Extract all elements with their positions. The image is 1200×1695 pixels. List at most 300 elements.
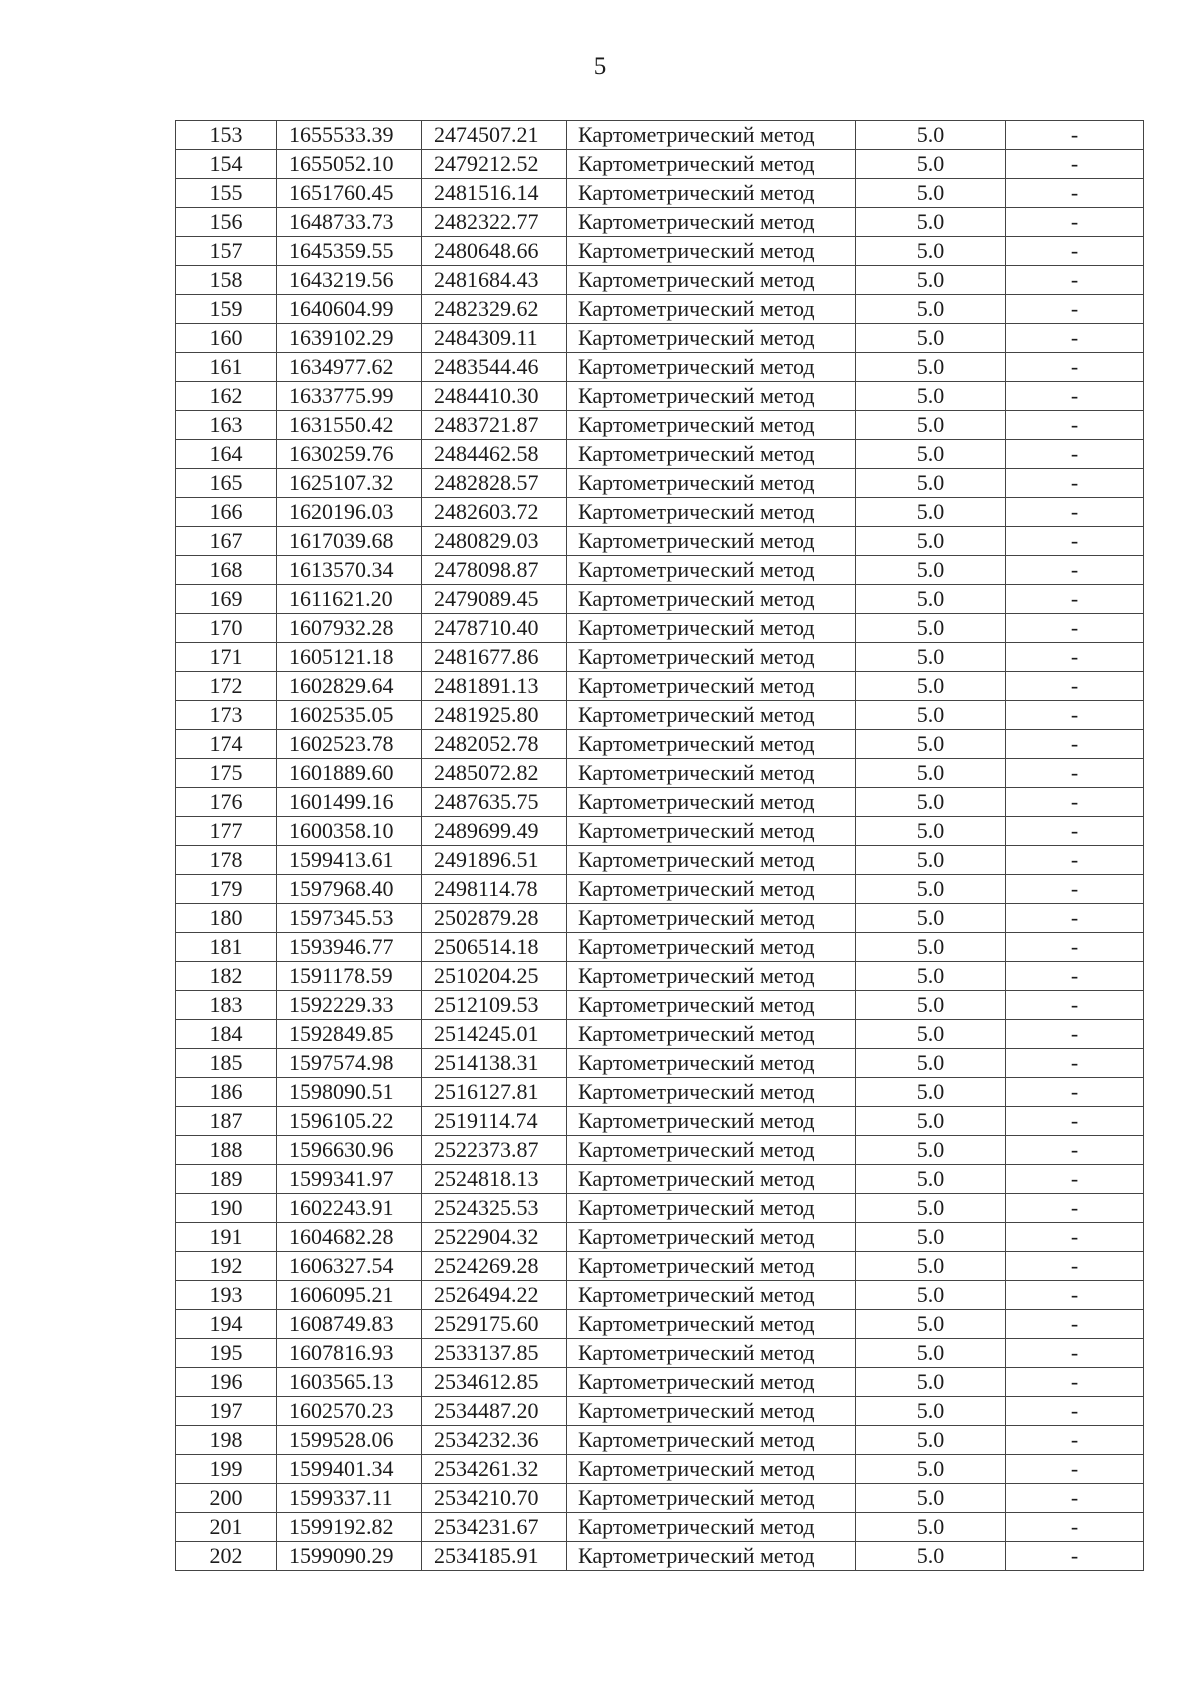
note-cell: - <box>1006 1078 1144 1107</box>
accuracy-cell: 5.0 <box>856 208 1006 237</box>
accuracy-cell: 5.0 <box>856 1484 1006 1513</box>
note-cell: - <box>1006 353 1144 382</box>
table-row <box>176 1484 1144 1513</box>
accuracy-cell: 5.0 <box>856 672 1006 701</box>
note-cell: - <box>1006 1455 1144 1484</box>
x-coordinate-cell: 1597968.40 <box>277 875 422 904</box>
method-cell: Картометрический метод <box>567 730 856 759</box>
note-cell: - <box>1006 1049 1144 1078</box>
point-number-cell: 190 <box>176 1194 277 1223</box>
note-cell: - <box>1006 1513 1144 1542</box>
note-cell: - <box>1006 1194 1144 1223</box>
note-cell: - <box>1006 614 1144 643</box>
accuracy-cell: 5.0 <box>856 1339 1006 1368</box>
y-coordinate-cell: 2534612.85 <box>422 1368 567 1397</box>
table-row <box>176 150 1144 179</box>
table-row <box>176 179 1144 208</box>
y-coordinate-cell: 2522904.32 <box>422 1223 567 1252</box>
table-row <box>176 266 1144 295</box>
method-cell: Картометрический метод <box>567 498 856 527</box>
note-cell: - <box>1006 672 1144 701</box>
note-cell: - <box>1006 875 1144 904</box>
point-number-cell: 191 <box>176 1223 277 1252</box>
x-coordinate-cell: 1602243.91 <box>277 1194 422 1223</box>
note-cell: - <box>1006 556 1144 585</box>
method-cell: Картометрический метод <box>567 672 856 701</box>
point-number-cell: 158 <box>176 266 277 295</box>
table-row <box>176 1223 1144 1252</box>
y-coordinate-cell: 2481925.80 <box>422 701 567 730</box>
table-row <box>176 295 1144 324</box>
note-cell: - <box>1006 643 1144 672</box>
x-coordinate-cell: 1599401.34 <box>277 1455 422 1484</box>
note-cell: - <box>1006 324 1144 353</box>
method-cell: Картометрический метод <box>567 1310 856 1339</box>
method-cell: Картометрический метод <box>567 1165 856 1194</box>
note-cell: - <box>1006 846 1144 875</box>
point-number-cell: 169 <box>176 585 277 614</box>
y-coordinate-cell: 2524818.13 <box>422 1165 567 1194</box>
y-coordinate-cell: 2474507.21 <box>422 121 567 150</box>
x-coordinate-cell: 1611621.20 <box>277 585 422 614</box>
accuracy-cell: 5.0 <box>856 1542 1006 1571</box>
accuracy-cell: 5.0 <box>856 324 1006 353</box>
note-cell: - <box>1006 295 1144 324</box>
method-cell: Картометрический метод <box>567 991 856 1020</box>
y-coordinate-cell: 2483721.87 <box>422 411 567 440</box>
point-number-cell: 166 <box>176 498 277 527</box>
note-cell: - <box>1006 1426 1144 1455</box>
table-row <box>176 643 1144 672</box>
table-row <box>176 382 1144 411</box>
y-coordinate-cell: 2478710.40 <box>422 614 567 643</box>
x-coordinate-cell: 1601889.60 <box>277 759 422 788</box>
point-number-cell: 165 <box>176 469 277 498</box>
note-cell: - <box>1006 1281 1144 1310</box>
x-coordinate-cell: 1598090.51 <box>277 1078 422 1107</box>
method-cell: Картометрический метод <box>567 527 856 556</box>
note-cell: - <box>1006 730 1144 759</box>
table-row <box>176 585 1144 614</box>
x-coordinate-cell: 1607932.28 <box>277 614 422 643</box>
method-cell: Картометрический метод <box>567 179 856 208</box>
x-coordinate-cell: 1655052.10 <box>277 150 422 179</box>
method-cell: Картометрический метод <box>567 817 856 846</box>
accuracy-cell: 5.0 <box>856 730 1006 759</box>
accuracy-cell: 5.0 <box>856 904 1006 933</box>
x-coordinate-cell: 1599341.97 <box>277 1165 422 1194</box>
method-cell: Картометрический метод <box>567 1484 856 1513</box>
point-number-cell: 201 <box>176 1513 277 1542</box>
accuracy-cell: 5.0 <box>856 1252 1006 1281</box>
accuracy-cell: 5.0 <box>856 237 1006 266</box>
y-coordinate-cell: 2524325.53 <box>422 1194 567 1223</box>
point-number-cell: 186 <box>176 1078 277 1107</box>
accuracy-cell: 5.0 <box>856 701 1006 730</box>
method-cell: Картометрический метод <box>567 1339 856 1368</box>
method-cell: Картометрический метод <box>567 1426 856 1455</box>
accuracy-cell: 5.0 <box>856 991 1006 1020</box>
x-coordinate-cell: 1608749.83 <box>277 1310 422 1339</box>
point-number-cell: 192 <box>176 1252 277 1281</box>
note-cell: - <box>1006 382 1144 411</box>
accuracy-cell: 5.0 <box>856 1194 1006 1223</box>
y-coordinate-cell: 2482603.72 <box>422 498 567 527</box>
table-row <box>176 527 1144 556</box>
note-cell: - <box>1006 179 1144 208</box>
table-row <box>176 1397 1144 1426</box>
method-cell: Картометрический метод <box>567 1542 856 1571</box>
accuracy-cell: 5.0 <box>856 1078 1006 1107</box>
point-number-cell: 187 <box>176 1107 277 1136</box>
method-cell: Картометрический метод <box>567 701 856 730</box>
x-coordinate-cell: 1600358.10 <box>277 817 422 846</box>
accuracy-cell: 5.0 <box>856 556 1006 585</box>
x-coordinate-cell: 1593946.77 <box>277 933 422 962</box>
method-cell: Картометрический метод <box>567 1455 856 1484</box>
x-coordinate-cell: 1613570.34 <box>277 556 422 585</box>
y-coordinate-cell: 2485072.82 <box>422 759 567 788</box>
accuracy-cell: 5.0 <box>856 411 1006 440</box>
x-coordinate-cell: 1605121.18 <box>277 643 422 672</box>
method-cell: Картометрический метод <box>567 121 856 150</box>
method-cell: Картометрический метод <box>567 1020 856 1049</box>
x-coordinate-cell: 1602829.64 <box>277 672 422 701</box>
note-cell: - <box>1006 1020 1144 1049</box>
note-cell: - <box>1006 266 1144 295</box>
accuracy-cell: 5.0 <box>856 498 1006 527</box>
y-coordinate-cell: 2534185.91 <box>422 1542 567 1571</box>
method-cell: Картометрический метод <box>567 759 856 788</box>
point-number-cell: 154 <box>176 150 277 179</box>
accuracy-cell: 5.0 <box>856 1310 1006 1339</box>
note-cell: - <box>1006 237 1144 266</box>
point-number-cell: 161 <box>176 353 277 382</box>
x-coordinate-cell: 1592229.33 <box>277 991 422 1020</box>
accuracy-cell: 5.0 <box>856 962 1006 991</box>
method-cell: Картометрический метод <box>567 411 856 440</box>
accuracy-cell: 5.0 <box>856 875 1006 904</box>
point-number-cell: 182 <box>176 962 277 991</box>
method-cell: Картометрический метод <box>567 237 856 266</box>
accuracy-cell: 5.0 <box>856 759 1006 788</box>
table-row <box>176 1513 1144 1542</box>
point-number-cell: 196 <box>176 1368 277 1397</box>
x-coordinate-cell: 1634977.62 <box>277 353 422 382</box>
point-number-cell: 156 <box>176 208 277 237</box>
accuracy-cell: 5.0 <box>856 1049 1006 1078</box>
point-number-cell: 176 <box>176 788 277 817</box>
table-row <box>176 1049 1144 1078</box>
accuracy-cell: 5.0 <box>856 817 1006 846</box>
y-coordinate-cell: 2534232.36 <box>422 1426 567 1455</box>
point-number-cell: 159 <box>176 295 277 324</box>
table-row <box>176 1455 1144 1484</box>
y-coordinate-cell: 2534231.67 <box>422 1513 567 1542</box>
y-coordinate-cell: 2482828.57 <box>422 469 567 498</box>
method-cell: Картометрический метод <box>567 585 856 614</box>
point-number-cell: 181 <box>176 933 277 962</box>
table-row <box>176 121 1144 150</box>
point-number-cell: 167 <box>176 527 277 556</box>
method-cell: Картометрический метод <box>567 208 856 237</box>
y-coordinate-cell: 2481677.86 <box>422 643 567 672</box>
x-coordinate-cell: 1655533.39 <box>277 121 422 150</box>
y-coordinate-cell: 2502879.28 <box>422 904 567 933</box>
y-coordinate-cell: 2522373.87 <box>422 1136 567 1165</box>
table-row <box>176 1107 1144 1136</box>
method-cell: Картометрический метод <box>567 382 856 411</box>
point-number-cell: 179 <box>176 875 277 904</box>
point-number-cell: 162 <box>176 382 277 411</box>
method-cell: Картометрический метод <box>567 295 856 324</box>
note-cell: - <box>1006 585 1144 614</box>
point-number-cell: 164 <box>176 440 277 469</box>
table-row <box>176 469 1144 498</box>
x-coordinate-cell: 1599413.61 <box>277 846 422 875</box>
x-coordinate-cell: 1648733.73 <box>277 208 422 237</box>
table-row <box>176 1136 1144 1165</box>
point-number-cell: 198 <box>176 1426 277 1455</box>
table-row <box>176 730 1144 759</box>
accuracy-cell: 5.0 <box>856 382 1006 411</box>
table-row <box>176 759 1144 788</box>
accuracy-cell: 5.0 <box>856 353 1006 382</box>
x-coordinate-cell: 1599337.11 <box>277 1484 422 1513</box>
y-coordinate-cell: 2484410.30 <box>422 382 567 411</box>
accuracy-cell: 5.0 <box>856 1020 1006 1049</box>
method-cell: Картометрический метод <box>567 353 856 382</box>
x-coordinate-cell: 1596630.96 <box>277 1136 422 1165</box>
method-cell: Картометрический метод <box>567 469 856 498</box>
point-number-cell: 189 <box>176 1165 277 1194</box>
accuracy-cell: 5.0 <box>856 1136 1006 1165</box>
y-coordinate-cell: 2524269.28 <box>422 1252 567 1281</box>
accuracy-cell: 5.0 <box>856 614 1006 643</box>
note-cell: - <box>1006 1397 1144 1426</box>
table-row <box>176 1310 1144 1339</box>
y-coordinate-cell: 2534261.32 <box>422 1455 567 1484</box>
table-row <box>176 1252 1144 1281</box>
x-coordinate-cell: 1631550.42 <box>277 411 422 440</box>
table-body <box>176 121 1144 1571</box>
point-number-cell: 157 <box>176 237 277 266</box>
note-cell: - <box>1006 1223 1144 1252</box>
accuracy-cell: 5.0 <box>856 266 1006 295</box>
accuracy-cell: 5.0 <box>856 1513 1006 1542</box>
method-cell: Картометрический метод <box>567 1252 856 1281</box>
x-coordinate-cell: 1651760.45 <box>277 179 422 208</box>
table-row <box>176 1281 1144 1310</box>
method-cell: Картометрический метод <box>567 1281 856 1310</box>
method-cell: Картометрический метод <box>567 1136 856 1165</box>
x-coordinate-cell: 1606095.21 <box>277 1281 422 1310</box>
point-number-cell: 194 <box>176 1310 277 1339</box>
y-coordinate-cell: 2534487.20 <box>422 1397 567 1426</box>
y-coordinate-cell: 2480829.03 <box>422 527 567 556</box>
note-cell: - <box>1006 1484 1144 1513</box>
method-cell: Картометрический метод <box>567 643 856 672</box>
method-cell: Картометрический метод <box>567 875 856 904</box>
table-row <box>176 846 1144 875</box>
y-coordinate-cell: 2533137.85 <box>422 1339 567 1368</box>
y-coordinate-cell: 2480648.66 <box>422 237 567 266</box>
table-row <box>176 1426 1144 1455</box>
point-number-cell: 185 <box>176 1049 277 1078</box>
point-number-cell: 168 <box>176 556 277 585</box>
note-cell: - <box>1006 1252 1144 1281</box>
y-coordinate-cell: 2529175.60 <box>422 1310 567 1339</box>
table-row <box>176 1368 1144 1397</box>
x-coordinate-cell: 1606327.54 <box>277 1252 422 1281</box>
page-number: 5 <box>593 53 607 80</box>
point-number-cell: 172 <box>176 672 277 701</box>
table-row <box>176 1165 1144 1194</box>
x-coordinate-cell: 1602570.23 <box>277 1397 422 1426</box>
note-cell: - <box>1006 1542 1144 1571</box>
x-coordinate-cell: 1617039.68 <box>277 527 422 556</box>
y-coordinate-cell: 2481516.14 <box>422 179 567 208</box>
y-coordinate-cell: 2479212.52 <box>422 150 567 179</box>
point-number-cell: 177 <box>176 817 277 846</box>
x-coordinate-cell: 1640604.99 <box>277 295 422 324</box>
point-number-cell: 153 <box>176 121 277 150</box>
y-coordinate-cell: 2482052.78 <box>422 730 567 759</box>
x-coordinate-cell: 1633775.99 <box>277 382 422 411</box>
accuracy-cell: 5.0 <box>856 643 1006 672</box>
accuracy-cell: 5.0 <box>856 527 1006 556</box>
note-cell: - <box>1006 817 1144 846</box>
x-coordinate-cell: 1602523.78 <box>277 730 422 759</box>
note-cell: - <box>1006 411 1144 440</box>
accuracy-cell: 5.0 <box>856 1281 1006 1310</box>
y-coordinate-cell: 2512109.53 <box>422 991 567 1020</box>
x-coordinate-cell: 1599192.82 <box>277 1513 422 1542</box>
y-coordinate-cell: 2482329.62 <box>422 295 567 324</box>
x-coordinate-cell: 1599528.06 <box>277 1426 422 1455</box>
y-coordinate-cell: 2516127.81 <box>422 1078 567 1107</box>
y-coordinate-cell: 2514138.31 <box>422 1049 567 1078</box>
note-cell: - <box>1006 440 1144 469</box>
note-cell: - <box>1006 1310 1144 1339</box>
y-coordinate-cell: 2479089.45 <box>422 585 567 614</box>
point-number-cell: 175 <box>176 759 277 788</box>
x-coordinate-cell: 1603565.13 <box>277 1368 422 1397</box>
note-cell: - <box>1006 1165 1144 1194</box>
accuracy-cell: 5.0 <box>856 469 1006 498</box>
table-row <box>176 411 1144 440</box>
y-coordinate-cell: 2526494.22 <box>422 1281 567 1310</box>
method-cell: Картометрический метод <box>567 556 856 585</box>
method-cell: Картометрический метод <box>567 1194 856 1223</box>
x-coordinate-cell: 1597345.53 <box>277 904 422 933</box>
point-number-cell: 188 <box>176 1136 277 1165</box>
point-number-cell: 199 <box>176 1455 277 1484</box>
note-cell: - <box>1006 527 1144 556</box>
table-row <box>176 614 1144 643</box>
table-row <box>176 440 1144 469</box>
x-coordinate-cell: 1602535.05 <box>277 701 422 730</box>
accuracy-cell: 5.0 <box>856 1426 1006 1455</box>
method-cell: Картометрический метод <box>567 324 856 353</box>
note-cell: - <box>1006 1107 1144 1136</box>
note-cell: - <box>1006 498 1144 527</box>
method-cell: Картометрический метод <box>567 614 856 643</box>
accuracy-cell: 5.0 <box>856 179 1006 208</box>
accuracy-cell: 5.0 <box>856 846 1006 875</box>
y-coordinate-cell: 2489699.49 <box>422 817 567 846</box>
y-coordinate-cell: 2506514.18 <box>422 933 567 962</box>
method-cell: Картометрический метод <box>567 1049 856 1078</box>
y-coordinate-cell: 2484462.58 <box>422 440 567 469</box>
method-cell: Картометрический метод <box>567 1223 856 1252</box>
method-cell: Картометрический метод <box>567 1078 856 1107</box>
accuracy-cell: 5.0 <box>856 1368 1006 1397</box>
method-cell: Картометрический метод <box>567 962 856 991</box>
table-row <box>176 962 1144 991</box>
x-coordinate-cell: 1645359.55 <box>277 237 422 266</box>
y-coordinate-cell: 2514245.01 <box>422 1020 567 1049</box>
method-cell: Картометрический метод <box>567 1368 856 1397</box>
note-cell: - <box>1006 150 1144 179</box>
x-coordinate-cell: 1639102.29 <box>277 324 422 353</box>
method-cell: Картометрический метод <box>567 150 856 179</box>
x-coordinate-cell: 1592849.85 <box>277 1020 422 1049</box>
point-number-cell: 163 <box>176 411 277 440</box>
table-row <box>176 991 1144 1020</box>
table-row <box>176 788 1144 817</box>
point-number-cell: 197 <box>176 1397 277 1426</box>
y-coordinate-cell: 2482322.77 <box>422 208 567 237</box>
x-coordinate-cell: 1597574.98 <box>277 1049 422 1078</box>
note-cell: - <box>1006 1339 1144 1368</box>
accuracy-cell: 5.0 <box>856 933 1006 962</box>
x-coordinate-cell: 1607816.93 <box>277 1339 422 1368</box>
accuracy-cell: 5.0 <box>856 1455 1006 1484</box>
note-cell: - <box>1006 208 1144 237</box>
table-row <box>176 208 1144 237</box>
note-cell: - <box>1006 1136 1144 1165</box>
x-coordinate-cell: 1596105.22 <box>277 1107 422 1136</box>
accuracy-cell: 5.0 <box>856 1397 1006 1426</box>
table-row <box>176 933 1144 962</box>
method-cell: Картометрический метод <box>567 440 856 469</box>
point-number-cell: 174 <box>176 730 277 759</box>
note-cell: - <box>1006 121 1144 150</box>
point-number-cell: 195 <box>176 1339 277 1368</box>
point-number-cell: 200 <box>176 1484 277 1513</box>
point-number-cell: 180 <box>176 904 277 933</box>
table-row <box>176 237 1144 266</box>
table-row <box>176 498 1144 527</box>
y-coordinate-cell: 2483544.46 <box>422 353 567 382</box>
point-number-cell: 183 <box>176 991 277 1020</box>
note-cell: - <box>1006 962 1144 991</box>
x-coordinate-cell: 1604682.28 <box>277 1223 422 1252</box>
y-coordinate-cell: 2487635.75 <box>422 788 567 817</box>
method-cell: Картометрический метод <box>567 788 856 817</box>
y-coordinate-cell: 2498114.78 <box>422 875 567 904</box>
y-coordinate-cell: 2481684.43 <box>422 266 567 295</box>
point-number-cell: 178 <box>176 846 277 875</box>
x-coordinate-cell: 1625107.32 <box>277 469 422 498</box>
y-coordinate-cell: 2481891.13 <box>422 672 567 701</box>
y-coordinate-cell: 2510204.25 <box>422 962 567 991</box>
x-coordinate-cell: 1630259.76 <box>277 440 422 469</box>
table-row <box>176 817 1144 846</box>
point-number-cell: 193 <box>176 1281 277 1310</box>
x-coordinate-cell: 1601499.16 <box>277 788 422 817</box>
